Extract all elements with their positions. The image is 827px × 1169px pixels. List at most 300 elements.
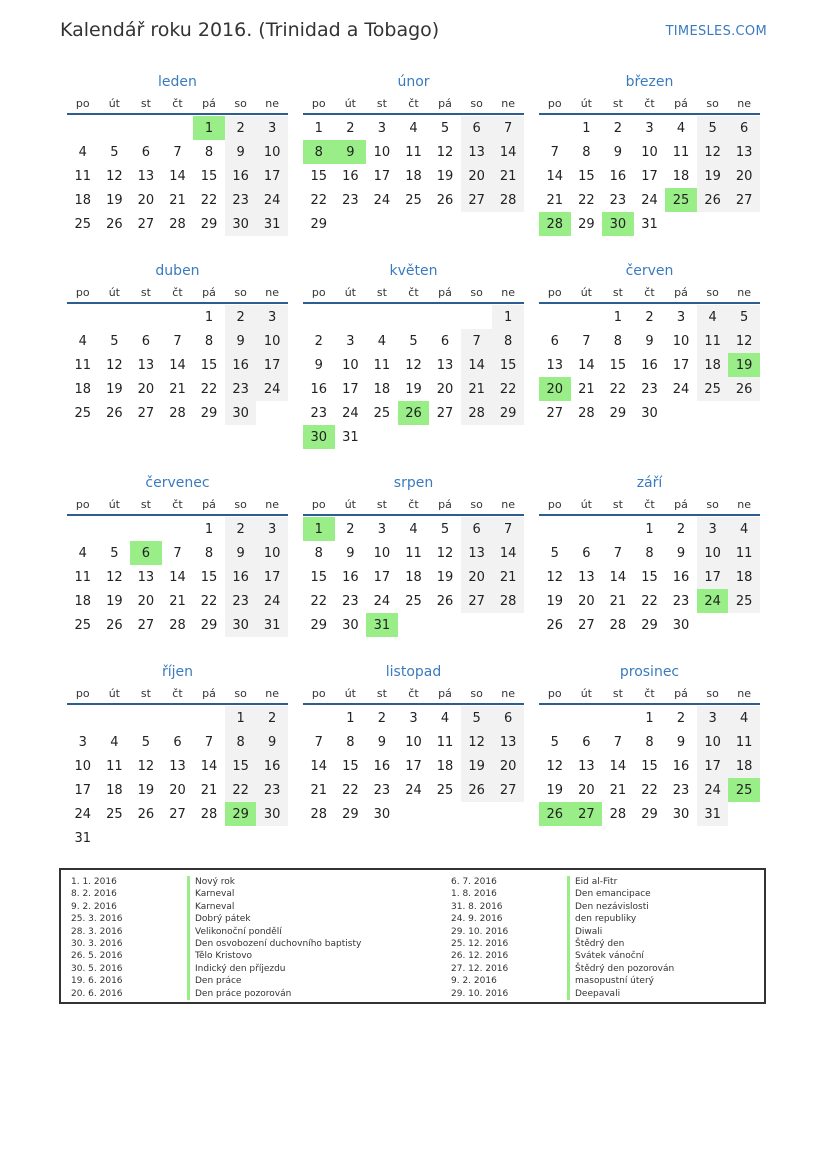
day-cell[interactable]: 1 xyxy=(204,521,214,537)
day-cell[interactable]: 22 xyxy=(609,381,627,397)
day-cell[interactable]: 4 xyxy=(728,706,760,730)
day-cell[interactable]: 4 xyxy=(78,333,87,349)
day-cell[interactable]: 22 xyxy=(200,381,218,397)
day-cell[interactable]: 16 xyxy=(609,168,627,184)
day-cell[interactable]: 6 xyxy=(582,734,591,750)
day-cell[interactable]: 4 xyxy=(728,517,760,541)
day-cell[interactable]: 24 xyxy=(342,405,359,421)
day-cell[interactable]: 19 xyxy=(461,754,493,778)
day-cell[interactable]: 18 xyxy=(373,381,391,397)
day-cell[interactable]: 31 xyxy=(256,613,288,637)
day-cell[interactable]: 23 xyxy=(342,593,359,609)
day-cell[interactable]: 6 xyxy=(461,517,493,541)
day-cell[interactable]: 6 xyxy=(461,116,493,140)
day-cell[interactable]: 15 xyxy=(641,569,658,585)
day-cell[interactable]: 22 xyxy=(492,377,524,401)
day-cell[interactable]: 30 xyxy=(373,806,391,822)
day-cell[interactable]: 27 xyxy=(571,802,603,826)
day-cell[interactable]: 21 xyxy=(609,593,627,609)
day-cell[interactable]: 16 xyxy=(342,168,359,184)
day-cell[interactable]: 11 xyxy=(405,545,422,561)
day-cell[interactable]: 11 xyxy=(74,357,92,373)
day-cell[interactable]: 10 xyxy=(256,140,288,164)
day-cell[interactable]: 8 xyxy=(492,329,524,353)
day-cell[interactable]: 10 xyxy=(74,758,92,774)
day-cell[interactable]: 7 xyxy=(314,734,323,750)
day-cell[interactable]: 14 xyxy=(546,168,564,184)
day-cell[interactable]: 10 xyxy=(256,541,288,565)
day-cell[interactable]: 30 xyxy=(225,212,257,236)
day-cell[interactable]: 23 xyxy=(256,778,288,802)
day-cell[interactable]: 20 xyxy=(461,565,493,589)
day-cell[interactable]: 17 xyxy=(697,754,729,778)
day-cell[interactable]: 26 xyxy=(546,617,564,633)
day-cell[interactable]: 6 xyxy=(130,541,162,565)
day-cell[interactable]: 8 xyxy=(645,545,654,561)
day-cell[interactable]: 8 xyxy=(204,144,214,160)
day-cell[interactable]: 5 xyxy=(409,333,418,349)
day-cell[interactable]: 7 xyxy=(173,144,182,160)
day-cell[interactable]: 19 xyxy=(546,782,564,798)
day-cell[interactable]: 18 xyxy=(697,353,729,377)
day-cell[interactable]: 26 xyxy=(106,405,123,421)
day-cell[interactable]: 29 xyxy=(578,216,595,232)
day-cell[interactable]: 25 xyxy=(74,405,92,421)
day-cell[interactable]: 30 xyxy=(256,802,288,826)
day-cell[interactable]: 8 xyxy=(613,333,623,349)
day-cell[interactable]: 14 xyxy=(609,569,627,585)
day-cell[interactable]: 20 xyxy=(461,164,493,188)
day-cell[interactable]: 5 xyxy=(141,734,151,750)
day-cell[interactable]: 3 xyxy=(346,333,355,349)
day-cell[interactable]: 2 xyxy=(613,120,623,136)
day-cell[interactable]: 31 xyxy=(641,216,658,232)
day-cell[interactable]: 28 xyxy=(539,212,571,236)
day-cell[interactable]: 22 xyxy=(200,593,218,609)
day-cell[interactable]: 4 xyxy=(697,305,729,329)
day-cell[interactable]: 13 xyxy=(137,569,155,585)
day-cell[interactable]: 24 xyxy=(74,806,92,822)
day-cell[interactable]: 2 xyxy=(645,309,654,325)
day-cell[interactable]: 17 xyxy=(256,565,288,589)
day-cell[interactable]: 22 xyxy=(225,778,257,802)
day-cell[interactable]: 31 xyxy=(256,212,288,236)
day-cell[interactable]: 14 xyxy=(310,758,328,774)
day-cell[interactable]: 26 xyxy=(436,593,454,609)
day-cell[interactable]: 8 xyxy=(204,545,214,561)
day-cell[interactable]: 3 xyxy=(676,309,686,325)
day-cell[interactable]: 19 xyxy=(728,353,760,377)
day-cell[interactable]: 30 xyxy=(672,806,690,822)
day-cell[interactable]: 5 xyxy=(728,305,760,329)
day-cell[interactable]: 30 xyxy=(641,405,658,421)
day-cell[interactable]: 1 xyxy=(346,710,355,726)
day-cell[interactable]: 2 xyxy=(314,333,323,349)
day-cell[interactable]: 12 xyxy=(728,329,760,353)
day-cell[interactable]: 24 xyxy=(256,188,288,212)
day-cell[interactable]: 18 xyxy=(74,381,92,397)
day-cell[interactable]: 27 xyxy=(546,405,564,421)
day-cell[interactable]: 25 xyxy=(728,589,760,613)
day-cell[interactable]: 20 xyxy=(137,381,155,397)
day-cell[interactable]: 5 xyxy=(110,545,119,561)
day-cell[interactable]: 29 xyxy=(200,216,218,232)
day-cell[interactable]: 13 xyxy=(461,140,493,164)
day-cell[interactable]: 4 xyxy=(110,734,119,750)
day-cell[interactable]: 29 xyxy=(342,806,359,822)
day-cell[interactable]: 16 xyxy=(373,758,391,774)
day-cell[interactable]: 12 xyxy=(546,758,564,774)
day-cell[interactable]: 26 xyxy=(539,802,571,826)
day-cell[interactable]: 20 xyxy=(137,593,155,609)
day-cell[interactable]: 15 xyxy=(225,754,257,778)
day-cell[interactable]: 5 xyxy=(110,144,119,160)
day-cell[interactable]: 22 xyxy=(342,782,359,798)
day-cell[interactable]: 25 xyxy=(405,593,422,609)
day-cell[interactable]: 22 xyxy=(641,593,658,609)
day-cell[interactable]: 20 xyxy=(137,192,155,208)
day-cell[interactable]: 4 xyxy=(409,521,418,537)
day-cell[interactable]: 13 xyxy=(492,730,524,754)
day-cell[interactable]: 12 xyxy=(436,144,454,160)
day-cell[interactable]: 29 xyxy=(310,216,328,232)
day-cell[interactable]: 7 xyxy=(173,545,182,561)
day-cell[interactable]: 10 xyxy=(641,144,658,160)
day-cell[interactable]: 29 xyxy=(641,806,658,822)
day-cell[interactable]: 25 xyxy=(74,216,92,232)
day-cell[interactable]: 27 xyxy=(169,806,186,822)
day-cell[interactable]: 14 xyxy=(578,357,595,373)
day-cell[interactable]: 15 xyxy=(342,758,359,774)
day-cell[interactable]: 3 xyxy=(697,517,729,541)
day-cell[interactable]: 19 xyxy=(106,381,123,397)
day-cell[interactable]: 3 xyxy=(377,521,387,537)
day-cell[interactable]: 1 xyxy=(645,521,654,537)
day-cell[interactable]: 17 xyxy=(641,168,658,184)
day-cell[interactable]: 23 xyxy=(342,192,359,208)
day-cell[interactable]: 16 xyxy=(225,164,257,188)
day-cell[interactable]: 25 xyxy=(74,617,92,633)
day-cell[interactable]: 28 xyxy=(169,216,186,232)
day-cell[interactable]: 27 xyxy=(137,617,155,633)
day-cell[interactable]: 18 xyxy=(74,192,92,208)
day-cell[interactable]: 2 xyxy=(676,521,686,537)
day-cell[interactable]: 3 xyxy=(697,706,729,730)
day-cell[interactable]: 2 xyxy=(225,517,257,541)
day-cell[interactable]: 30 xyxy=(225,401,257,425)
day-cell[interactable]: 9 xyxy=(225,140,257,164)
day-cell[interactable]: 8 xyxy=(314,545,323,561)
day-cell[interactable]: 20 xyxy=(169,782,186,798)
day-cell[interactable]: 7 xyxy=(613,545,623,561)
day-cell[interactable]: 16 xyxy=(310,381,328,397)
day-cell[interactable]: 13 xyxy=(578,758,595,774)
day-cell[interactable]: 29 xyxy=(200,405,218,421)
day-cell[interactable]: 24 xyxy=(697,778,729,802)
day-cell[interactable]: 23 xyxy=(641,381,658,397)
day-cell[interactable]: 15 xyxy=(310,168,328,184)
day-cell[interactable]: 15 xyxy=(310,569,328,585)
day-cell[interactable]: 15 xyxy=(641,758,658,774)
day-cell[interactable]: 14 xyxy=(200,758,218,774)
day-cell[interactable]: 24 xyxy=(373,593,391,609)
day-cell[interactable]: 13 xyxy=(169,758,186,774)
day-cell[interactable]: 8 xyxy=(582,144,591,160)
day-cell[interactable]: 9 xyxy=(613,144,623,160)
day-cell[interactable]: 10 xyxy=(672,333,690,349)
day-cell[interactable]: 6 xyxy=(173,734,182,750)
day-cell[interactable]: 15 xyxy=(578,168,595,184)
day-cell[interactable]: 15 xyxy=(609,357,627,373)
day-cell[interactable]: 9 xyxy=(645,333,654,349)
day-cell[interactable]: 7 xyxy=(461,329,493,353)
day-cell[interactable]: 16 xyxy=(672,758,690,774)
day-cell[interactable]: 1 xyxy=(492,305,524,329)
day-cell[interactable]: 22 xyxy=(200,192,218,208)
day-cell[interactable]: 10 xyxy=(256,329,288,353)
day-cell[interactable]: 26 xyxy=(436,192,454,208)
day-cell[interactable]: 26 xyxy=(137,806,155,822)
day-cell[interactable]: 6 xyxy=(728,116,760,140)
day-cell[interactable]: 14 xyxy=(492,140,524,164)
day-cell[interactable]: 17 xyxy=(256,164,288,188)
day-cell[interactable]: 21 xyxy=(169,593,186,609)
day-cell[interactable]: 8 xyxy=(645,734,654,750)
day-cell[interactable]: 19 xyxy=(697,164,729,188)
day-cell[interactable]: 2 xyxy=(225,305,257,329)
day-cell[interactable]: 11 xyxy=(373,357,391,373)
day-cell[interactable]: 17 xyxy=(373,569,391,585)
day-cell[interactable]: 8 xyxy=(303,140,335,164)
day-cell[interactable]: 2 xyxy=(676,710,686,726)
day-cell[interactable]: 13 xyxy=(137,168,155,184)
day-cell[interactable]: 1 xyxy=(645,710,654,726)
day-cell[interactable]: 1 xyxy=(303,517,335,541)
day-cell[interactable]: 19 xyxy=(405,381,422,397)
day-cell[interactable]: 20 xyxy=(728,164,760,188)
day-cell[interactable]: 3 xyxy=(78,734,87,750)
day-cell[interactable]: 22 xyxy=(578,192,595,208)
day-cell[interactable]: 15 xyxy=(200,357,218,373)
day-cell[interactable]: 14 xyxy=(169,168,186,184)
day-cell[interactable]: 6 xyxy=(550,333,559,349)
day-cell[interactable]: 4 xyxy=(440,710,450,726)
day-cell[interactable]: 13 xyxy=(728,140,760,164)
day-cell[interactable]: 24 xyxy=(672,381,690,397)
day-cell[interactable]: 16 xyxy=(225,565,257,589)
day-cell[interactable]: 4 xyxy=(78,545,87,561)
day-cell[interactable]: 31 xyxy=(342,429,359,445)
day-cell[interactable]: 14 xyxy=(169,569,186,585)
day-cell[interactable]: 20 xyxy=(492,754,524,778)
day-cell[interactable]: 18 xyxy=(728,565,760,589)
day-cell[interactable]: 23 xyxy=(373,782,391,798)
day-cell[interactable]: 11 xyxy=(436,734,454,750)
day-cell[interactable]: 17 xyxy=(74,782,92,798)
day-cell[interactable]: 7 xyxy=(492,116,524,140)
day-cell[interactable]: 11 xyxy=(74,168,92,184)
day-cell[interactable]: 18 xyxy=(405,168,422,184)
day-cell[interactable]: 31 xyxy=(366,613,398,637)
day-cell[interactable]: 12 xyxy=(137,758,155,774)
day-cell[interactable]: 14 xyxy=(461,353,493,377)
day-cell[interactable]: 7 xyxy=(582,333,591,349)
day-cell[interactable]: 27 xyxy=(137,216,155,232)
brand-logo[interactable]: TIMESLES.COM xyxy=(665,24,767,39)
day-cell[interactable]: 13 xyxy=(137,357,155,373)
day-cell[interactable]: 1 xyxy=(225,706,257,730)
day-cell[interactable]: 7 xyxy=(204,734,214,750)
day-cell[interactable]: 16 xyxy=(641,357,658,373)
day-cell[interactable]: 12 xyxy=(436,545,454,561)
day-cell[interactable]: 1 xyxy=(314,120,323,136)
day-cell[interactable]: 30 xyxy=(342,617,359,633)
day-cell[interactable]: 9 xyxy=(225,541,257,565)
day-cell[interactable]: 24 xyxy=(641,192,658,208)
day-cell[interactable]: 15 xyxy=(200,168,218,184)
day-cell[interactable]: 28 xyxy=(461,401,493,425)
day-cell[interactable]: 14 xyxy=(169,357,186,373)
day-cell[interactable]: 26 xyxy=(106,617,123,633)
day-cell[interactable]: 25 xyxy=(373,405,391,421)
day-cell[interactable]: 1 xyxy=(582,120,591,136)
day-cell[interactable]: 12 xyxy=(405,357,422,373)
day-cell[interactable]: 7 xyxy=(613,734,623,750)
day-cell[interactable]: 1 xyxy=(193,116,225,140)
day-cell[interactable]: 31 xyxy=(697,802,729,826)
day-cell[interactable]: 7 xyxy=(492,517,524,541)
day-cell[interactable]: 11 xyxy=(74,569,92,585)
day-cell[interactable]: 23 xyxy=(225,377,257,401)
day-cell[interactable]: 26 xyxy=(461,778,493,802)
day-cell[interactable]: 27 xyxy=(728,188,760,212)
day-cell[interactable]: 21 xyxy=(169,192,186,208)
day-cell[interactable]: 17 xyxy=(256,353,288,377)
day-cell[interactable]: 21 xyxy=(546,192,564,208)
day-cell[interactable]: 19 xyxy=(137,782,155,798)
day-cell[interactable]: 13 xyxy=(436,357,454,373)
day-cell[interactable]: 5 xyxy=(440,521,450,537)
day-cell[interactable]: 18 xyxy=(74,593,92,609)
day-cell[interactable]: 29 xyxy=(310,617,328,633)
day-cell[interactable]: 24 xyxy=(256,589,288,613)
day-cell[interactable]: 24 xyxy=(373,192,391,208)
day-cell[interactable]: 11 xyxy=(728,541,760,565)
day-cell[interactable]: 2 xyxy=(225,116,257,140)
day-cell[interactable]: 5 xyxy=(550,545,559,561)
day-cell[interactable]: 10 xyxy=(373,144,391,160)
day-cell[interactable]: 28 xyxy=(169,405,186,421)
day-cell[interactable]: 3 xyxy=(256,517,288,541)
day-cell[interactable]: 19 xyxy=(436,569,454,585)
day-cell[interactable]: 17 xyxy=(405,758,422,774)
day-cell[interactable]: 5 xyxy=(461,706,493,730)
day-cell[interactable]: 23 xyxy=(609,192,627,208)
day-cell[interactable]: 21 xyxy=(492,164,524,188)
day-cell[interactable]: 9 xyxy=(225,329,257,353)
day-cell[interactable]: 12 xyxy=(106,569,123,585)
day-cell[interactable]: 13 xyxy=(461,541,493,565)
day-cell[interactable]: 21 xyxy=(461,377,493,401)
day-cell[interactable]: 27 xyxy=(436,405,454,421)
day-cell[interactable]: 3 xyxy=(256,305,288,329)
day-cell[interactable]: 4 xyxy=(377,333,387,349)
day-cell[interactable]: 6 xyxy=(492,706,524,730)
day-cell[interactable]: 24 xyxy=(697,589,729,613)
day-cell[interactable]: 5 xyxy=(697,116,729,140)
day-cell[interactable]: 20 xyxy=(436,381,454,397)
day-cell[interactable]: 13 xyxy=(546,357,564,373)
day-cell[interactable]: 19 xyxy=(546,593,564,609)
day-cell[interactable]: 25 xyxy=(728,778,760,802)
day-cell[interactable]: 23 xyxy=(672,593,690,609)
day-cell[interactable]: 12 xyxy=(106,168,123,184)
day-cell[interactable]: 30 xyxy=(303,425,335,449)
day-cell[interactable]: 3 xyxy=(645,120,654,136)
day-cell[interactable]: 8 xyxy=(204,333,214,349)
day-cell[interactable]: 9 xyxy=(256,730,288,754)
day-cell[interactable]: 6 xyxy=(141,333,151,349)
day-cell[interactable]: 26 xyxy=(106,216,123,232)
day-cell[interactable]: 16 xyxy=(672,569,690,585)
day-cell[interactable]: 2 xyxy=(377,710,387,726)
day-cell[interactable]: 22 xyxy=(310,192,328,208)
day-cell[interactable]: 30 xyxy=(602,212,634,236)
day-cell[interactable]: 11 xyxy=(728,730,760,754)
day-cell[interactable]: 21 xyxy=(200,782,218,798)
day-cell[interactable]: 6 xyxy=(440,333,450,349)
day-cell[interactable]: 11 xyxy=(672,144,690,160)
day-cell[interactable]: 16 xyxy=(225,353,257,377)
day-cell[interactable]: 17 xyxy=(342,381,359,397)
day-cell[interactable]: 25 xyxy=(436,782,454,798)
day-cell[interactable]: 9 xyxy=(346,545,355,561)
day-cell[interactable]: 28 xyxy=(169,617,186,633)
day-cell[interactable]: 19 xyxy=(106,593,123,609)
day-cell[interactable]: 29 xyxy=(492,401,524,425)
day-cell[interactable]: 29 xyxy=(641,617,658,633)
day-cell[interactable]: 23 xyxy=(225,188,257,212)
day-cell[interactable]: 29 xyxy=(609,405,627,421)
day-cell[interactable]: 12 xyxy=(546,569,564,585)
day-cell[interactable]: 25 xyxy=(106,806,123,822)
day-cell[interactable]: 27 xyxy=(137,405,155,421)
day-cell[interactable]: 27 xyxy=(492,778,524,802)
day-cell[interactable]: 7 xyxy=(173,333,182,349)
day-cell[interactable]: 19 xyxy=(106,192,123,208)
day-cell[interactable]: 7 xyxy=(550,144,559,160)
day-cell[interactable]: 28 xyxy=(609,617,627,633)
day-cell[interactable]: 28 xyxy=(200,806,218,822)
day-cell[interactable]: 21 xyxy=(310,782,328,798)
day-cell[interactable]: 23 xyxy=(672,782,690,798)
day-cell[interactable]: 18 xyxy=(672,168,690,184)
day-cell[interactable]: 9 xyxy=(335,140,367,164)
day-cell[interactable]: 24 xyxy=(256,377,288,401)
day-cell[interactable]: 27 xyxy=(461,589,493,613)
day-cell[interactable]: 13 xyxy=(578,569,595,585)
day-cell[interactable]: 2 xyxy=(256,706,288,730)
day-cell[interactable]: 4 xyxy=(409,120,418,136)
day-cell[interactable]: 8 xyxy=(225,730,257,754)
day-cell[interactable]: 1 xyxy=(613,309,623,325)
day-cell[interactable]: 27 xyxy=(461,188,493,212)
day-cell[interactable]: 14 xyxy=(492,541,524,565)
day-cell[interactable]: 23 xyxy=(310,405,328,421)
day-cell[interactable]: 20 xyxy=(578,593,595,609)
day-cell[interactable]: 5 xyxy=(550,734,559,750)
day-cell[interactable]: 15 xyxy=(200,569,218,585)
